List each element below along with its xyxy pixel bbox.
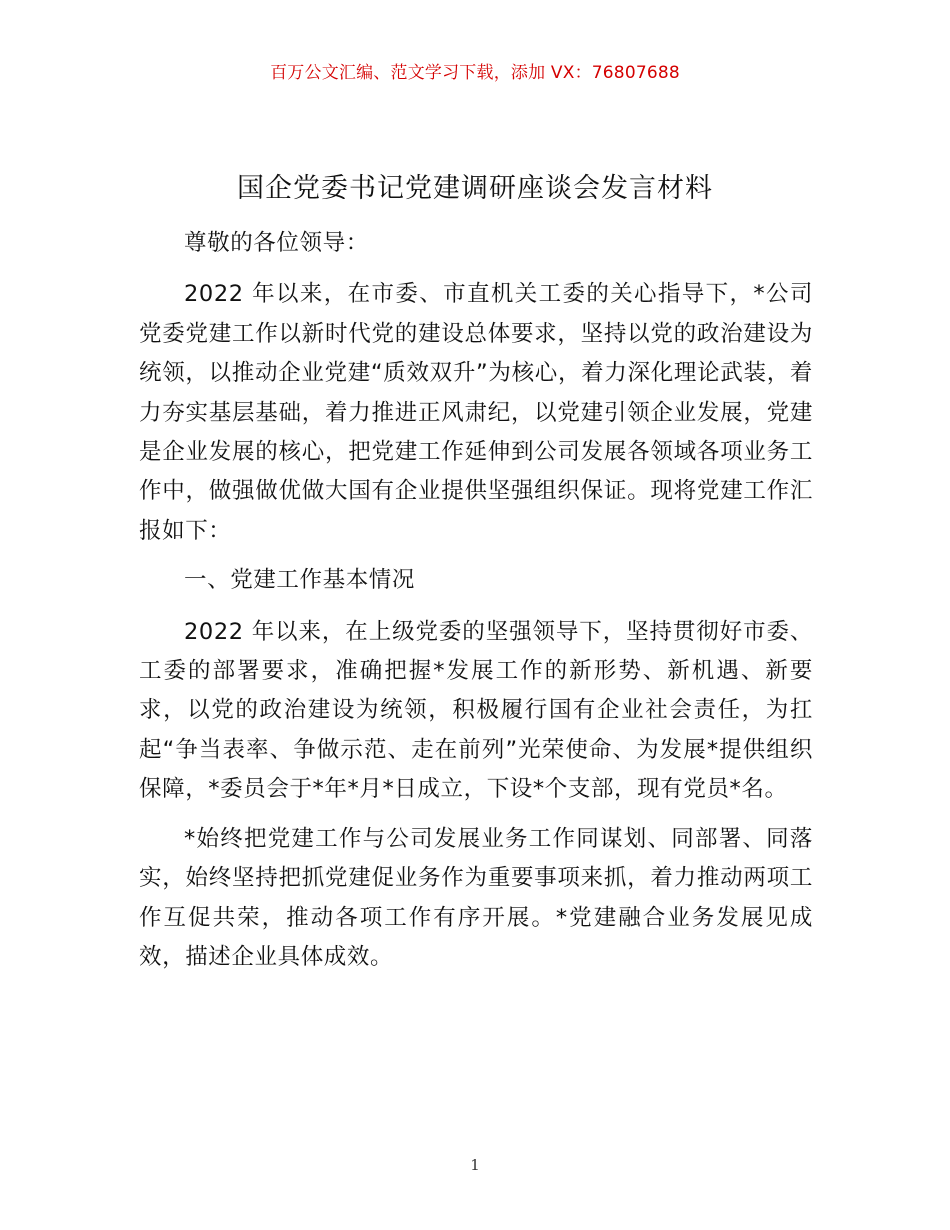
document-body bbox=[139, 224, 813, 987]
salutation: 尊敬的各位领导： bbox=[184, 230, 369, 256]
paragraph-intro: 2022 年以来，在市委、市直机关工委的关心指导下，*公司党委党建工作以新时代党的建设总体要求，坚持以党的政治建设为统领，以推动企业党建“质效双升”为核心，着力深化理论武装，着力夯实基层基础，着力推进正风肃纪，以党建引领企业发展，党建是企业发展的核心，把党建工作延伸到公司发展各领域各项业务工作中，做强做优做大国有企业提供坚强组织保证。现将党建工作汇报如下： bbox=[139, 281, 813, 544]
page-number: 1 bbox=[470, 1156, 480, 1174]
paragraph-situation: 2022 年以来，在上级党委的坚强领导下，坚持贯彻好市委、工委的部署要求，准确把握*发展工作的新形势、新机遇、新要求，以党的政治建设为统领，积极履行国有企业社会责任，为扛起“争当表率、争做示范、走在前列”光荣使命、为发展*提供组织保障，*委员会于*年*月*日成立，下设*个支部，现有党员*名。 bbox=[139, 618, 813, 803]
section-heading: 一、党建工作基本情况 bbox=[184, 567, 416, 594]
document-title: 国企党委书记党建调研座谈会发言材料 bbox=[237, 173, 713, 204]
header-note: 百万公文汇编、范文学习下载，添加 VX：76807688 bbox=[270, 63, 680, 83]
paragraph-integration: *始终把党建工作与公司发展业务工作同谋划、同部署、同落实，始终坚持把抓党建促业务作为重要事项来抓，着力推动两项工作互促共荣，推动各项工作有序开展。*党建融合业务发展见成效，描述企业具体成效。 bbox=[139, 825, 813, 970]
